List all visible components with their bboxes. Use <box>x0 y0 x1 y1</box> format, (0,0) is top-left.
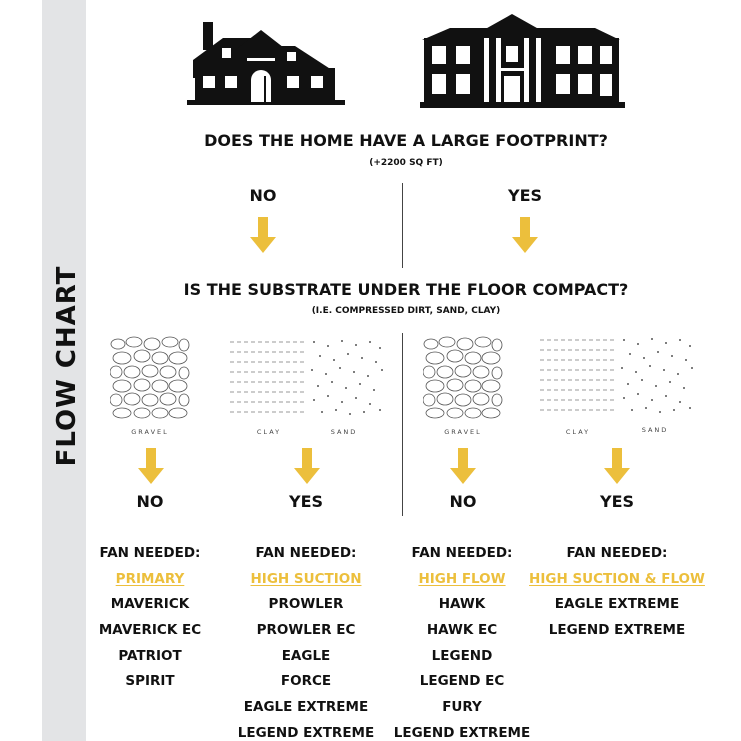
clay-sand-texture-icon <box>230 336 384 416</box>
fan-model: PATRIOT <box>118 647 182 664</box>
fan-model: EAGLE <box>281 647 331 664</box>
large-house-icon <box>420 10 625 110</box>
fan-model: LEGEND EXTREME <box>237 724 375 741</box>
answer-no-compact: NO <box>449 492 477 511</box>
fan-type-link[interactable]: HIGH SUCTION <box>250 570 362 587</box>
fan-model: LEGEND <box>431 647 493 664</box>
fan-model: LEGEND EC <box>419 673 505 690</box>
answer-no-footprint: NO <box>249 186 277 205</box>
arrow-down-icon <box>604 448 630 484</box>
texture-label-clay: CLAY <box>565 428 591 436</box>
question-substrate-note: (I.E. COMPRESSED DIRT, SAND, CLAY) <box>311 306 501 316</box>
fan-heading: FAN NEEDED: <box>566 545 668 561</box>
texture-label-gravel: GRAVEL <box>444 428 482 436</box>
texture-label-clay: CLAY <box>256 428 282 436</box>
fan-heading: FAN NEEDED: <box>99 545 201 561</box>
question-large-footprint: DOES THE HOME HAVE A LARGE FOOTPRINT? <box>204 131 608 150</box>
gravel-texture-icon <box>423 336 503 420</box>
fan-model: SPIRIT <box>125 673 175 690</box>
fan-model: MAVERICK EC <box>98 622 202 639</box>
fan-model: LEGEND EXTREME <box>548 622 686 639</box>
fan-model: PROWLER EC <box>256 622 356 639</box>
flow-chart-title: FLOW CHART <box>52 265 82 467</box>
fan-model: FORCE <box>280 673 332 690</box>
answer-yes-compact: YES <box>288 492 324 511</box>
fan-model: FURY <box>442 699 482 716</box>
answer-no-compact: NO <box>136 492 164 511</box>
clay-sand-texture-icon <box>540 334 694 414</box>
fan-model: HAWK <box>438 596 486 613</box>
fan-heading: FAN NEEDED: <box>411 545 513 561</box>
question-substrate-compact: IS THE SUBSTRATE UNDER THE FLOOR COMPACT? <box>183 280 629 299</box>
arrow-down-icon <box>450 448 476 484</box>
fan-model: EAGLE EXTREME <box>243 699 369 716</box>
small-house-icon <box>185 18 347 110</box>
arrow-down-icon <box>250 217 276 253</box>
fan-type-link[interactable]: PRIMARY <box>115 570 185 587</box>
fan-model: HAWK EC <box>426 622 498 639</box>
fan-type-link[interactable]: HIGH SUCTION & FLOW <box>529 570 705 587</box>
answer-yes-footprint: YES <box>507 186 543 205</box>
answer-yes-compact: YES <box>599 492 635 511</box>
texture-label-sand: SAND <box>641 426 669 434</box>
arrow-down-icon <box>294 448 320 484</box>
divider-bottom <box>402 333 403 516</box>
fan-type-link[interactable]: HIGH FLOW <box>418 570 506 587</box>
texture-label-sand: SAND <box>330 428 358 436</box>
fan-model: EAGLE EXTREME <box>554 596 680 613</box>
gravel-texture-icon <box>110 336 190 420</box>
fan-column-high-suction-flow <box>517 541 717 644</box>
divider-top <box>402 183 403 268</box>
arrow-down-icon <box>138 448 164 484</box>
fan-model: MAVERICK <box>110 596 190 613</box>
question-large-footprint-note: (+2200 SQ FT) <box>369 158 443 168</box>
texture-label-gravel: GRAVEL <box>131 428 169 436</box>
fan-model: LEGEND EXTREME <box>393 724 531 741</box>
fan-heading: FAN NEEDED: <box>255 545 357 561</box>
arrow-down-icon <box>512 217 538 253</box>
fan-model: PROWLER <box>268 596 344 613</box>
